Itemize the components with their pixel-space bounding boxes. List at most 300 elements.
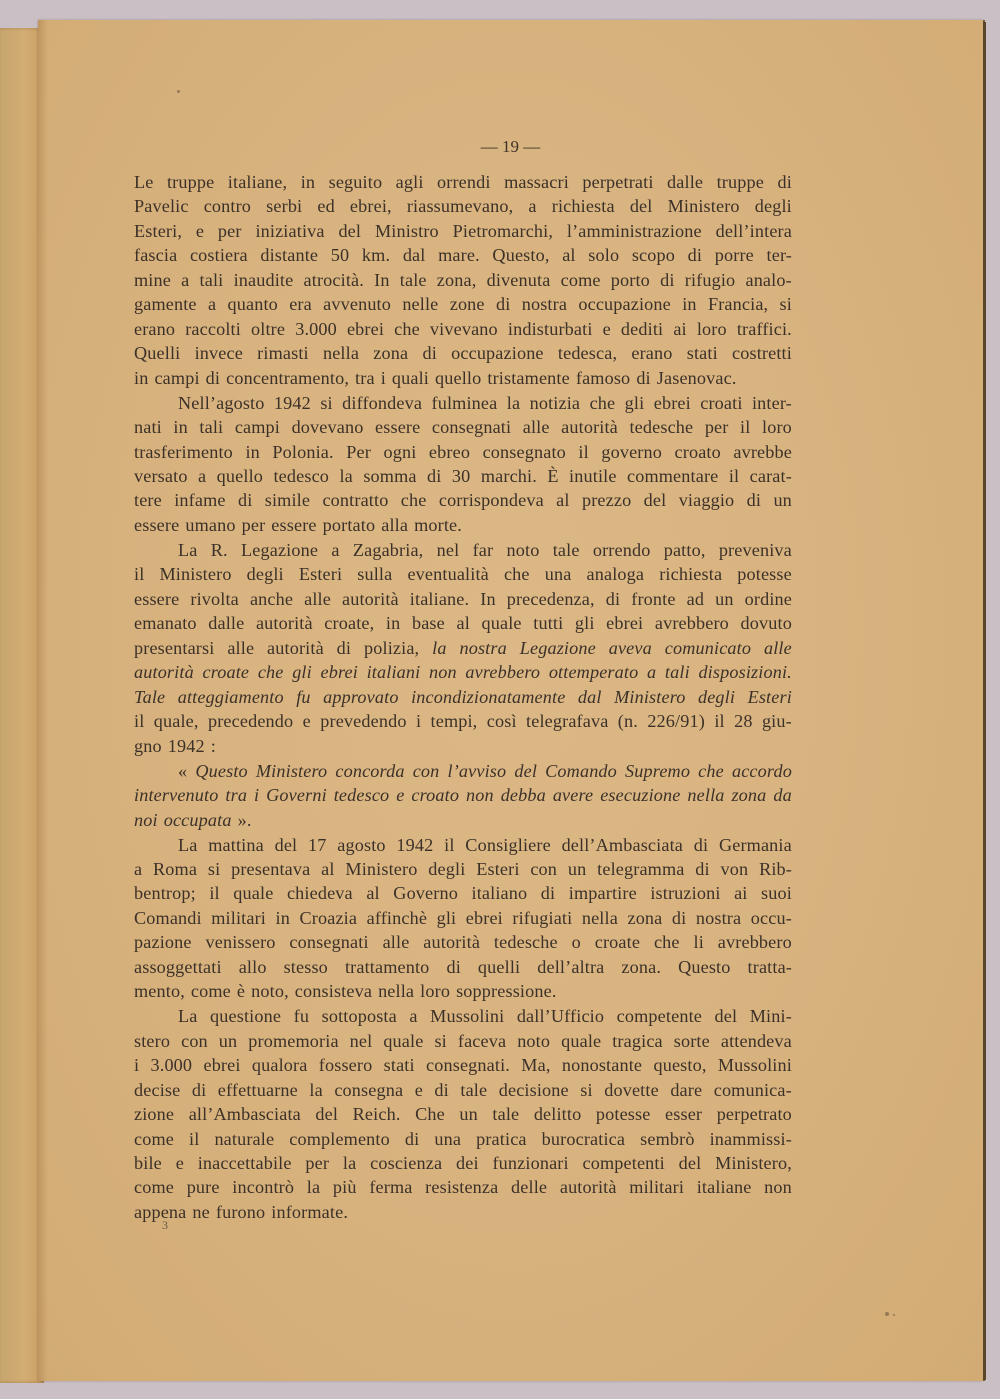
text-line	[134, 660, 792, 684]
italic-word: del	[514, 760, 538, 781]
word: Governo	[393, 883, 458, 904]
italic-word: accordo	[731, 760, 792, 781]
word: analoga	[586, 564, 645, 585]
word: di	[777, 172, 792, 192]
italic-word: zona	[731, 785, 767, 806]
word: Esteri	[298, 564, 343, 585]
word: carat-	[749, 466, 792, 486]
word: tale	[399, 269, 427, 290]
word: stati	[686, 343, 718, 364]
word: per	[305, 1153, 330, 1173]
word: autorità	[267, 637, 324, 658]
word: di	[237, 490, 253, 511]
word: contratto	[322, 490, 389, 511]
word: infame	[174, 490, 226, 511]
word: prevedendo	[320, 711, 407, 732]
word: al	[562, 245, 576, 266]
word: tra	[355, 367, 375, 388]
italic-word: non	[429, 662, 457, 683]
word: loro	[420, 981, 451, 1002]
word: rifugiati	[512, 907, 573, 928]
word: nati	[134, 417, 162, 438]
word: Roma	[153, 859, 198, 879]
word: si	[434, 1030, 447, 1051]
word: zona.	[621, 956, 662, 977]
word: Francia,	[707, 294, 769, 315]
word: Comandi	[134, 907, 202, 928]
word: inaudite	[233, 269, 294, 290]
word: trasferimento	[134, 441, 233, 462]
word: telegrafava	[526, 711, 609, 732]
word: Croazia	[299, 907, 358, 928]
word: il	[714, 711, 725, 732]
word: oltre	[251, 318, 286, 339]
word: essere	[375, 417, 421, 438]
word: la	[506, 392, 521, 413]
word: potesse	[595, 1104, 651, 1125]
word: solo	[588, 245, 620, 266]
word: che	[503, 564, 530, 585]
word: come	[134, 1177, 174, 1198]
word: atrocità.	[303, 269, 364, 290]
word: all’Ambasciata	[188, 1104, 301, 1125]
word: inutile	[569, 466, 617, 486]
word: del	[629, 196, 653, 217]
word: raccolti	[185, 318, 241, 339]
word: 50	[330, 245, 350, 266]
word: 28	[734, 711, 753, 732]
word: tutti	[533, 613, 564, 634]
word: inter-	[751, 392, 792, 413]
text-line	[134, 685, 792, 709]
word: di	[446, 956, 461, 977]
word: consegnati	[431, 417, 512, 438]
word: 17	[308, 834, 327, 855]
italic-word: avere	[552, 785, 594, 806]
word: croate,	[324, 613, 375, 634]
word: in	[275, 907, 290, 928]
word: con	[181, 1030, 208, 1051]
word: decisione	[498, 1079, 569, 1100]
word: precedendo	[207, 711, 294, 732]
word: dare	[670, 1079, 703, 1100]
word: nella	[378, 981, 415, 1002]
word: noto,	[251, 981, 289, 1002]
text-line	[134, 881, 792, 905]
word: del	[714, 1006, 738, 1027]
word: il	[728, 466, 740, 486]
word: umano	[185, 514, 236, 535]
text-line	[134, 1078, 792, 1102]
word: croato	[674, 441, 721, 462]
word: eventualità	[407, 564, 489, 585]
word: Ministro	[374, 220, 439, 241]
word: fu	[293, 1006, 310, 1027]
word: tragica	[612, 1030, 663, 1051]
word: autorità	[559, 1177, 617, 1198]
word: ogni	[383, 441, 417, 462]
italic-word: concorda	[335, 760, 405, 781]
word: il	[578, 441, 589, 462]
word: tale	[460, 1079, 488, 1100]
word: di	[636, 367, 651, 388]
word: venissero	[205, 932, 276, 953]
word: :	[210, 735, 216, 756]
word: alle	[304, 588, 331, 609]
italic-word: tedesco	[333, 785, 390, 806]
text-line	[134, 1151, 792, 1175]
word: è	[236, 981, 246, 1002]
word: si	[580, 1079, 593, 1100]
word: R.	[210, 539, 228, 560]
word: al	[321, 859, 335, 879]
word: che	[400, 490, 427, 511]
word: Quelli	[134, 343, 181, 364]
word: gli	[574, 613, 595, 634]
word: Germania	[718, 834, 792, 855]
text-line	[134, 243, 792, 267]
word: di	[695, 859, 710, 879]
word: ebrei	[346, 318, 385, 339]
italic-word: autorità	[134, 662, 194, 683]
word: inaccettabile	[197, 1153, 292, 1173]
word: telegramma	[597, 859, 685, 879]
word: Esteri,	[134, 220, 183, 241]
word: erano	[631, 343, 673, 364]
word: bile	[134, 1153, 162, 1173]
word: bentrop;	[134, 883, 196, 904]
word: In	[374, 269, 390, 290]
word: coscienza	[370, 1153, 443, 1173]
italic-word: intervenuto	[134, 785, 219, 806]
word: contro	[203, 196, 252, 217]
italic-word: ottemperato	[548, 662, 639, 683]
word: alle	[382, 932, 410, 953]
word: a	[207, 294, 217, 315]
word: richiesta	[659, 564, 723, 585]
word: tere	[134, 490, 162, 511]
word: fulminea	[431, 392, 498, 413]
italic-word: degli	[697, 686, 736, 707]
word: Ma,	[521, 1055, 551, 1076]
text-line	[134, 317, 792, 341]
word: dell’altra	[537, 956, 605, 977]
text-line	[178, 538, 792, 562]
word: del	[315, 1104, 339, 1125]
word: zona	[373, 343, 409, 364]
word: truppe	[716, 172, 764, 192]
word: la	[306, 1177, 321, 1198]
italic-word: da	[773, 785, 792, 806]
word: campi	[154, 367, 200, 388]
word: militari	[211, 907, 267, 928]
word: Mini-	[749, 1006, 792, 1027]
word: zione	[134, 1104, 175, 1125]
word: di	[693, 834, 709, 855]
word: italiane.	[409, 588, 470, 609]
word: presentava	[231, 859, 311, 879]
word: avrebbero	[654, 613, 729, 634]
word: una	[434, 1128, 462, 1149]
word: il	[209, 883, 220, 904]
text-line	[134, 464, 792, 488]
word: e	[302, 711, 311, 732]
word: Ministero,	[715, 1153, 792, 1173]
word: polizia,	[364, 637, 420, 658]
word: autorità	[255, 613, 313, 634]
word: dal	[402, 245, 426, 266]
word: Per	[346, 441, 371, 462]
word: esser	[665, 1104, 703, 1125]
italic-word: tra	[225, 785, 248, 806]
word: Legazione	[241, 539, 319, 560]
word: La	[178, 539, 198, 560]
word: von	[720, 859, 749, 879]
word: a	[134, 859, 143, 879]
word: autorità	[561, 417, 618, 438]
italic-word: Comando	[545, 760, 617, 781]
word: rimasti	[257, 343, 309, 364]
word: una	[544, 564, 572, 585]
word: marchi.	[480, 466, 537, 486]
word: al	[556, 490, 570, 511]
word: attendeva	[720, 1030, 792, 1051]
word: quelli	[477, 956, 521, 977]
word: nel	[349, 1030, 373, 1051]
word: ebrei	[653, 392, 691, 413]
text-line	[134, 292, 792, 316]
word: di	[540, 883, 556, 904]
word: incontrò	[232, 1177, 295, 1198]
word: 3.000	[150, 1055, 193, 1076]
word: dalle	[208, 613, 245, 634]
word: nonostante	[561, 1055, 643, 1076]
word: ebrei	[203, 1055, 241, 1076]
word: tedesche	[629, 417, 694, 438]
word: delle	[511, 1177, 548, 1198]
word: Questo	[678, 956, 731, 977]
word: e	[175, 1153, 184, 1173]
word: orrendo	[592, 539, 651, 560]
italic-word: nella	[687, 785, 725, 806]
word: prezzo	[581, 490, 632, 511]
word: potesse	[737, 564, 792, 585]
word: gamente	[134, 294, 197, 315]
word: tempi,	[430, 711, 478, 732]
word: km.	[361, 245, 391, 266]
word: degli	[754, 196, 792, 217]
word: complemento	[289, 1128, 390, 1149]
word: come	[134, 1128, 174, 1149]
word: questione	[210, 1006, 282, 1027]
word: loro	[762, 417, 792, 438]
word: emanato	[134, 613, 197, 634]
word: dall’Ufficio	[516, 1006, 605, 1027]
italic-word: a	[647, 662, 657, 683]
word: tedesche	[493, 932, 558, 953]
word: italiano	[471, 883, 528, 904]
word: di	[605, 588, 621, 609]
word: zona,	[436, 269, 477, 290]
italic-word: approvato	[323, 686, 399, 707]
word: noto	[506, 539, 540, 560]
word: richiesta	[551, 196, 615, 217]
word: notizia	[529, 392, 581, 413]
word: Mussolini	[430, 1006, 505, 1027]
word: concentramento,	[226, 367, 350, 388]
italic-word: Tale	[134, 686, 166, 707]
word: precedenza,	[506, 588, 595, 609]
italic-word: e	[396, 785, 405, 806]
word: quale	[481, 613, 522, 634]
word: a	[331, 539, 340, 560]
word: assoggettati	[134, 956, 222, 977]
word: gli	[624, 392, 645, 413]
word: competenti	[582, 1153, 665, 1173]
word: quale	[383, 1030, 424, 1051]
word: in	[682, 294, 697, 315]
word: il	[134, 564, 145, 585]
word: mattina	[208, 834, 264, 855]
word: far	[472, 539, 494, 560]
italic-word: disposizioni.	[698, 662, 792, 683]
word: Ministero	[159, 564, 232, 585]
italic-word: che	[698, 760, 724, 781]
word: resistenza	[425, 1177, 499, 1198]
word: perpetrati	[582, 172, 654, 192]
italic-word: debba	[500, 785, 546, 806]
word: stero	[134, 1030, 171, 1051]
text-line	[134, 513, 792, 537]
text-line	[134, 1102, 792, 1126]
word: tedesca,	[557, 343, 618, 364]
word: avrebbero	[717, 932, 792, 953]
word: di	[687, 245, 703, 266]
word: di	[205, 367, 221, 388]
word: ».	[237, 809, 252, 830]
text-line	[134, 955, 792, 979]
word: tali	[199, 269, 224, 290]
word: in	[245, 441, 260, 462]
word: quello	[435, 367, 482, 388]
italic-word: comunicato	[664, 637, 752, 658]
word: i	[134, 1055, 140, 1076]
word: agli	[395, 172, 424, 192]
word: tale	[492, 1104, 520, 1125]
word: autorità	[423, 932, 481, 953]
italic-word: fu	[296, 686, 311, 707]
word: di	[434, 1079, 449, 1100]
word: serbi	[266, 196, 303, 217]
word: quale	[561, 1030, 602, 1051]
word: a	[198, 466, 207, 486]
word: Zagabria,	[352, 539, 424, 560]
word: qualora	[251, 1055, 308, 1076]
word: con	[530, 859, 558, 879]
text-line	[134, 906, 792, 930]
word: nella	[322, 343, 360, 364]
word: porre	[714, 245, 754, 266]
word: 1942	[167, 735, 205, 756]
italic-word: dal	[577, 686, 602, 707]
word: Ministero	[667, 196, 740, 217]
italic-word: che	[257, 662, 284, 683]
word: i	[415, 711, 422, 732]
word: affinchè	[366, 907, 428, 928]
text-line	[134, 194, 792, 218]
word: versato	[134, 466, 188, 486]
document-page	[38, 20, 983, 1381]
word: occu-	[750, 907, 792, 928]
word: ebreo	[428, 441, 471, 462]
text-line	[134, 488, 792, 512]
word: ter-	[766, 245, 792, 266]
word: Pavelic	[134, 196, 189, 217]
word: quello	[216, 466, 264, 486]
word: sulla	[357, 564, 393, 585]
word: noto	[517, 1030, 551, 1051]
word: che	[394, 318, 420, 339]
word: Mussolini	[717, 1055, 792, 1076]
word: presentarsi	[134, 637, 215, 658]
word: che	[589, 392, 616, 413]
word: soppressione.	[456, 981, 557, 1002]
italic-word: Questo	[195, 760, 248, 781]
word: dalle	[667, 172, 704, 192]
word: sottoposta	[321, 1006, 397, 1027]
word: consegna	[334, 1079, 404, 1100]
word: la	[342, 1153, 357, 1173]
word: burocratica	[541, 1128, 626, 1149]
italic-word: Esteri	[747, 686, 792, 707]
word: occupazione	[451, 343, 544, 364]
text-line	[134, 1175, 792, 1199]
word: competente	[616, 1006, 702, 1027]
word: questo,	[653, 1055, 707, 1076]
word: costiera	[189, 245, 248, 266]
text-line	[134, 857, 792, 881]
word: li	[693, 932, 704, 953]
word: porto	[610, 269, 650, 290]
word: di	[671, 907, 687, 928]
word: del	[678, 1153, 702, 1173]
text-line	[134, 1053, 792, 1077]
word: truppe	[166, 172, 215, 192]
word: scopo	[631, 245, 676, 266]
word: tale	[552, 539, 580, 560]
word: «	[178, 760, 188, 781]
word: pratica	[476, 1128, 527, 1149]
word: zone	[449, 294, 485, 315]
word: corrispondeva	[438, 490, 544, 511]
word: si	[207, 859, 221, 879]
word: patto,	[663, 539, 706, 560]
italic-word: italiani	[366, 662, 421, 683]
word: dell’intera	[715, 220, 792, 241]
word: in	[385, 613, 401, 634]
word: italiane	[696, 1177, 752, 1198]
word: gli	[436, 907, 457, 928]
italic-word: non	[466, 785, 494, 806]
word: seguito	[328, 172, 383, 192]
word: un	[567, 859, 587, 879]
word: fossero	[318, 1055, 373, 1076]
italic-word: Supremo	[625, 760, 691, 781]
word: diffondeva	[342, 392, 423, 413]
word: di	[404, 1128, 420, 1149]
text-line	[134, 930, 792, 954]
word: ai	[673, 318, 687, 339]
